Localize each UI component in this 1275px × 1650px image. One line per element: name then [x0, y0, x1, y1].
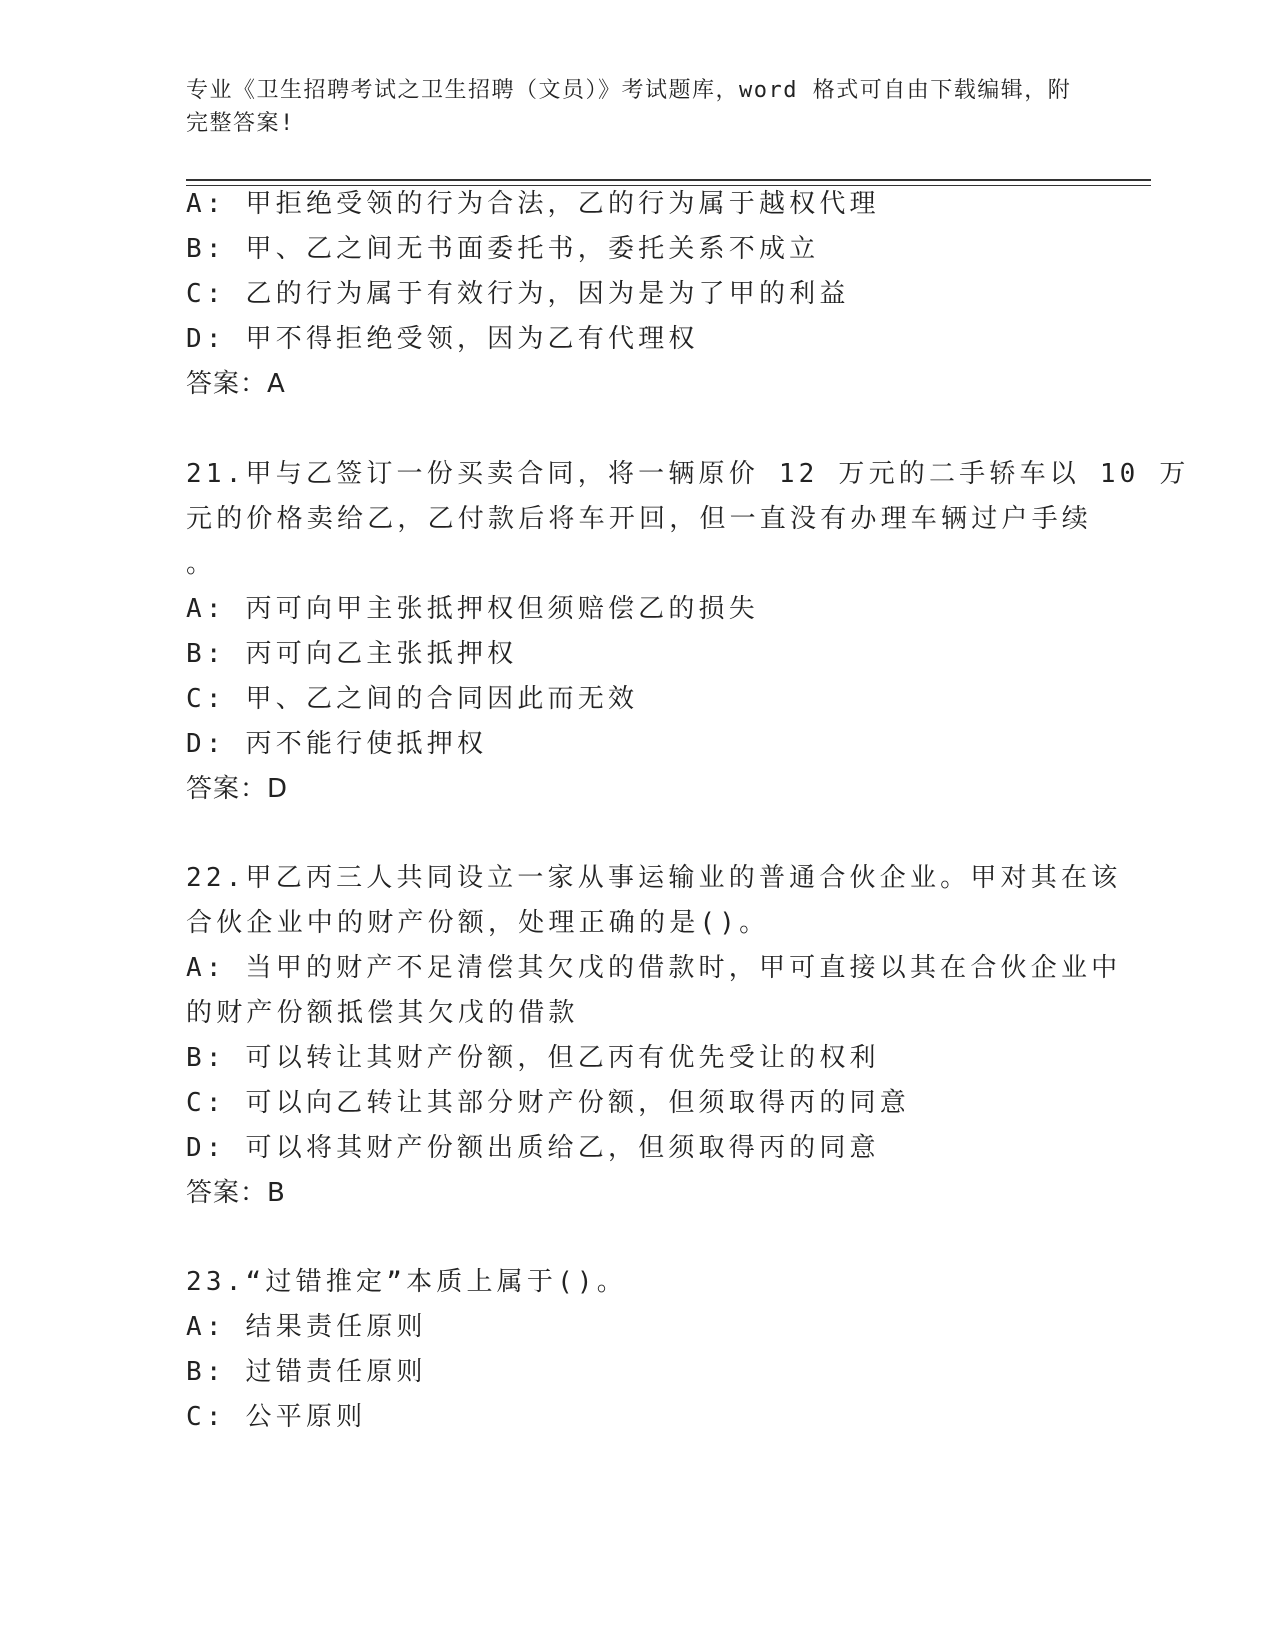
q22-option-c: C: 可以向乙转让其部分财产份额，但须取得丙的同意	[186, 1088, 910, 1118]
q22-option-d: D: 可以将其财产份额出质给乙，但须取得丙的同意	[186, 1133, 880, 1163]
q23-option-a: A: 结果责任原则	[186, 1312, 427, 1342]
header-rule-thick	[186, 179, 1151, 181]
q22-option-a-line2: 的财产份额抵偿其欠戊的借款	[186, 998, 579, 1028]
header-rule-thin	[186, 185, 1151, 186]
q20-option-d: D: 甲不得拒绝受领，因为乙有代理权	[186, 324, 699, 354]
q21-option-d: D: 丙不能行使抵押权	[186, 729, 488, 759]
q21-stem-line2: 元的价格卖给乙，乙付款后将车开回，但一直没有办理车辆过户手续	[186, 504, 1093, 534]
q23-option-c: C: 公平原则	[186, 1402, 367, 1432]
q21-answer: 答案：D	[186, 774, 289, 804]
q22-option-a-line1: A: 当甲的财产不足清偿其欠戊的借款时，甲可直接以其在合伙企业中	[186, 953, 1122, 983]
q22-option-b: B: 可以转让其财产份额，但乙丙有优先受让的权利	[186, 1043, 880, 1073]
q23-stem: 23.“过错推定”本质上属于()。	[186, 1267, 627, 1297]
q21-option-a: A: 丙可向甲主张抵押权但须赔偿乙的损失	[186, 594, 759, 624]
q22-answer: 答案：B	[186, 1178, 286, 1208]
q20-option-a: A: 甲拒绝受领的行为合法，乙的行为属于越权代理	[186, 189, 880, 219]
document-header: 专业《卫生招聘考试之卫生招聘（文员）》考试题库，word 格式可自由下载编辑，附完整答案!	[186, 78, 1072, 136]
q20-option-c: C: 乙的行为属于有效行为，因为是为了甲的利益	[186, 279, 850, 309]
q22-stem-line2: 合伙企业中的财产份额，处理正确的是()。	[186, 908, 770, 938]
q21-stem-line3: 。	[186, 549, 217, 579]
q22-stem-line1: 22.甲乙丙三人共同设立一家从事运输业的普通合伙企业。甲对其在该	[186, 863, 1122, 893]
q21-stem-line1: 21.甲与乙签订一份买卖合同，将一辆原价 12 万元的二手轿车以 10 万	[186, 459, 1190, 489]
q21-option-b: B: 丙可向乙主张抵押权	[186, 639, 518, 669]
q20-option-b: B: 甲、乙之间无书面委托书，委托关系不成立	[186, 234, 820, 264]
q21-option-c: C: 甲、乙之间的合同因此而无效	[186, 684, 639, 714]
q20-answer: 答案：A	[186, 369, 286, 399]
q23-option-b: B: 过错责任原则	[186, 1357, 427, 1387]
